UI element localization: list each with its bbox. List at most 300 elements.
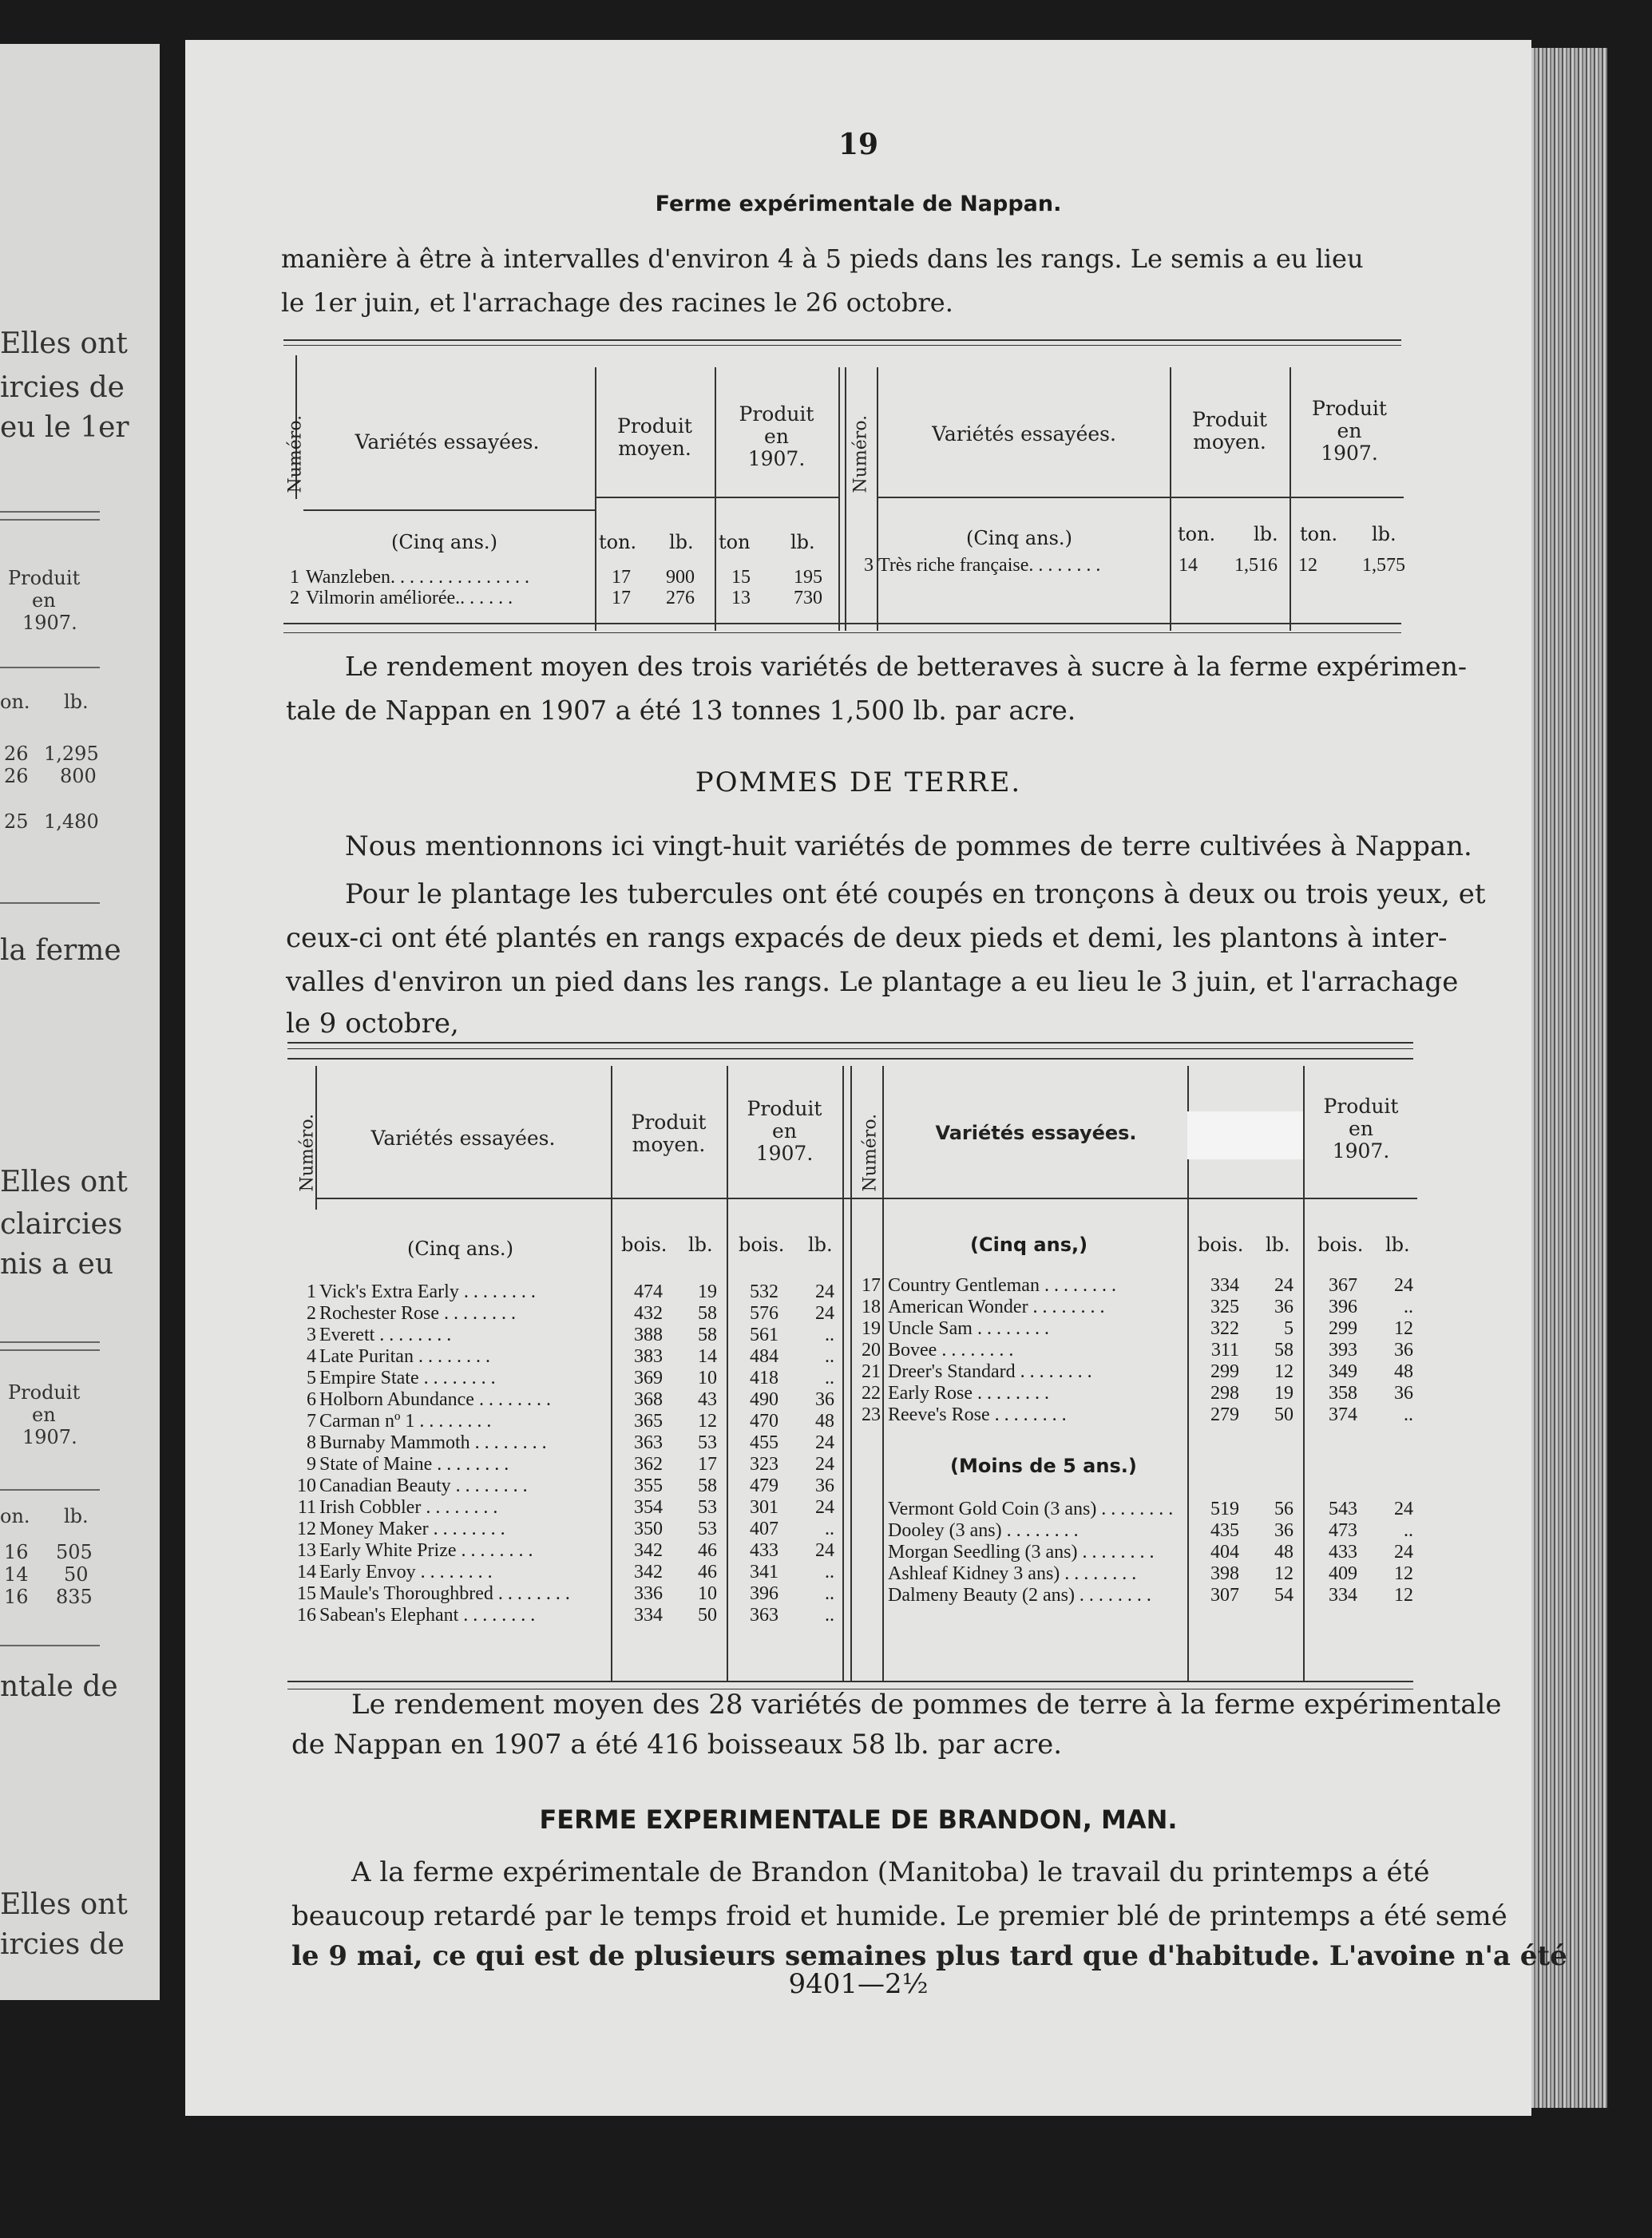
header-underline	[595, 497, 838, 498]
row-value: ..	[825, 1583, 834, 1604]
header-line: Produit	[1192, 408, 1267, 431]
header-line: en	[1349, 1117, 1373, 1140]
row-value: 17	[698, 1454, 717, 1475]
row-variety: Ashleaf Kidney 3 ans) . . . . . . . .	[888, 1563, 1137, 1584]
para-line: le 9 octobre,	[286, 1008, 459, 1040]
col-produit-moyen	[1170, 409, 1290, 454]
header-line: Produit	[1323, 1095, 1399, 1118]
left-line: nis a eu	[0, 1248, 114, 1281]
left-line: ntale de	[0, 1670, 118, 1703]
row-number: 3	[864, 555, 874, 576]
table-row	[0, 1542, 1652, 1561]
unit: lb.	[1266, 1234, 1290, 1256]
row-value: 398	[1210, 1563, 1239, 1584]
paper-smudge	[1187, 1111, 1303, 1159]
row-number: 2	[307, 1303, 316, 1324]
row-number: 22	[862, 1383, 881, 1404]
row-value: 435	[1210, 1520, 1239, 1541]
row-variety: Rochester Rose . . . . . . . .	[319, 1303, 516, 1324]
left-cell: 25	[4, 810, 29, 833]
table-row	[0, 1404, 1652, 1424]
row-value: 334	[1210, 1275, 1239, 1296]
row-number: 1	[307, 1281, 316, 1302]
left-rule	[0, 1645, 100, 1646]
col-varietes-label: Variétés essayées.	[935, 1122, 1137, 1144]
row-value: 12	[698, 1411, 717, 1432]
left-line: Elles ont	[0, 327, 128, 360]
row-value: 12	[1298, 555, 1317, 576]
left-unit: lb.	[64, 1505, 89, 1527]
row-value: 24	[1394, 1275, 1413, 1296]
row-value: 350	[634, 1519, 663, 1539]
row-value: 46	[698, 1540, 717, 1561]
header-line: 1907.	[1321, 442, 1378, 465]
row-value: 12	[1394, 1563, 1413, 1584]
para-line: Nous mentionnons ici vingt-huit variétés de pommes de terre cultivées à Nappan.	[345, 830, 1472, 862]
col-varietes-label: Variétés essayées.	[370, 1127, 556, 1150]
header-line: Produit	[1312, 397, 1387, 420]
row-value: 473	[1329, 1520, 1357, 1541]
row-variety: State of Maine . . . . . . . .	[319, 1454, 509, 1475]
unit: lb.	[688, 1234, 713, 1256]
row-value: 432	[634, 1303, 663, 1324]
row-value: 299	[1210, 1361, 1239, 1382]
para-line: Le rendement moyen des 28 variétés de pommes de terre à la ferme expérimentale	[351, 1689, 1502, 1721]
row-value: 36	[1274, 1520, 1293, 1541]
left-cell: 835	[56, 1586, 93, 1608]
row-value: 455	[750, 1432, 778, 1453]
row-value: 24	[1394, 1499, 1413, 1519]
row-value: 325	[1210, 1297, 1239, 1317]
para-line: A la ferme expérimentale de Brandon (Manitoba) le travail du printemps a été	[351, 1856, 1430, 1888]
row-value: 730	[794, 588, 822, 608]
col-produit-1907	[1290, 398, 1409, 465]
row-value: 24	[815, 1454, 834, 1475]
row-value: 54	[1274, 1585, 1293, 1606]
row-value: 311	[1210, 1340, 1239, 1361]
table-rule	[283, 632, 1401, 633]
para-line: valles d'environ un pied dans les rangs. Le plantage a eu lieu le 3 juin, et l'arrachage	[286, 966, 1459, 998]
row-value: 58	[1274, 1340, 1293, 1361]
row-value: 470	[750, 1411, 778, 1432]
table-row	[0, 1297, 1652, 1316]
row-value: 10	[698, 1583, 717, 1604]
row-variety: Très riche française. . . . . . . .	[878, 555, 1101, 576]
row-number: 2	[290, 588, 299, 608]
left-header: Produit	[8, 567, 81, 589]
row-value: 36	[1394, 1383, 1413, 1404]
row-value: ..	[1404, 1520, 1413, 1541]
para-line: tale de Nappan en 1907 a été 13 tonnes 1,500 lb. par acre.	[286, 695, 1076, 726]
row-value: 53	[698, 1497, 717, 1518]
row-value: 576	[750, 1303, 778, 1324]
row-value: 342	[634, 1540, 663, 1561]
row-value: 1,516	[1234, 555, 1278, 576]
left-rule	[0, 519, 100, 521]
table-row	[0, 1563, 1652, 1582]
unit: lb.	[808, 1234, 833, 1256]
row-variety: Maule's Thoroughbred . . . . . . . .	[319, 1583, 570, 1604]
left-cell: 800	[60, 765, 97, 787]
row-value: 17	[612, 588, 631, 608]
table-row	[0, 1454, 1652, 1473]
left-line: claircies	[0, 1208, 123, 1241]
para-line: Le rendement moyen des trois variétés de betteraves à sucre à la ferme expérimen-	[345, 651, 1467, 682]
row-value: ..	[1404, 1404, 1413, 1425]
unit: lb.	[1254, 523, 1278, 545]
col-produit-1907	[727, 1098, 842, 1165]
row-number: 17	[862, 1275, 881, 1296]
row-number: 20	[862, 1340, 881, 1361]
left-unit: on.	[0, 1505, 30, 1527]
left-unit: on.	[0, 691, 30, 713]
row-value: 19	[1274, 1383, 1293, 1404]
row-number: 12	[297, 1519, 316, 1539]
row-value: 369	[634, 1368, 663, 1388]
row-variety: Money Maker . . . . . . . .	[319, 1519, 505, 1539]
para-line: beaucoup retardé par le temps froid et humide. Le premier blé de printemps a été semé	[291, 1900, 1507, 1932]
row-variety: Vick's Extra Early . . . . . . . .	[319, 1281, 536, 1302]
row-value: 365	[634, 1411, 663, 1432]
header-line: moyen.	[632, 1133, 706, 1156]
row-variety: Vilmorin améliorée.. . . . . .	[306, 588, 513, 608]
unit: lb.	[669, 531, 694, 553]
row-value: 407	[750, 1519, 778, 1539]
row-value: 17	[612, 567, 631, 588]
col-produit-1907	[1303, 1095, 1419, 1163]
row-value: 341	[750, 1562, 778, 1582]
left-header: en	[32, 1404, 56, 1426]
row-value: 336	[634, 1583, 663, 1604]
header-line: en	[764, 425, 789, 448]
table-row	[0, 1383, 1652, 1402]
row-value: 334	[1329, 1585, 1357, 1606]
header-line: en	[772, 1119, 797, 1143]
row-value: 14	[1179, 555, 1198, 576]
para-line: de Nappan en 1907 a été 416 boisseaux 58 lb. par acre.	[291, 1729, 1063, 1761]
row-value: 393	[1329, 1340, 1357, 1361]
heading-nappan: Ferme expérimentale de Nappan.	[655, 192, 1062, 216]
row-value: 36	[1394, 1340, 1413, 1361]
table-rule	[287, 1681, 1413, 1682]
row-value: 12	[1274, 1563, 1293, 1584]
table-rule	[287, 1048, 1413, 1049]
left-header: 1907.	[22, 1426, 77, 1448]
row-number: 16	[297, 1605, 316, 1626]
row-value: 24	[815, 1497, 834, 1518]
table-row	[0, 555, 1652, 574]
row-value: 24	[815, 1303, 834, 1324]
row-value: 5	[1284, 1318, 1293, 1339]
row-value: 396	[1329, 1297, 1357, 1317]
row-number: 9	[307, 1454, 316, 1475]
row-value: 307	[1210, 1585, 1239, 1606]
row-value: 433	[1329, 1542, 1357, 1563]
row-variety: Vermont Gold Coin (3 ans) . . . . . . . .	[888, 1499, 1174, 1519]
row-variety: Carman nº 1 . . . . . . . .	[319, 1411, 492, 1432]
row-variety: Early Envoy . . . . . . . .	[319, 1562, 493, 1582]
row-value: 50	[698, 1605, 717, 1626]
row-number: 19	[862, 1318, 881, 1339]
row-value: 299	[1329, 1318, 1357, 1339]
row-variety: Burnaby Mammoth . . . . . . . .	[319, 1432, 547, 1453]
row-variety: Everett . . . . . . . .	[319, 1325, 452, 1345]
row-number: 1	[290, 567, 299, 588]
table-row	[0, 1499, 1652, 1518]
row-value: 19	[698, 1281, 717, 1302]
row-variety: Dreer's Standard . . . . . . . .	[888, 1361, 1092, 1382]
row-value: 12	[1394, 1585, 1413, 1606]
row-value: ..	[825, 1368, 834, 1388]
row-value: 48	[1394, 1361, 1413, 1382]
row-value: 1,575	[1362, 555, 1405, 576]
left-line: eu le 1er	[0, 411, 129, 444]
header-line: moyen.	[1193, 430, 1266, 454]
row-value: 323	[750, 1454, 778, 1475]
row-value: 50	[1274, 1404, 1293, 1425]
row-value: 396	[750, 1583, 778, 1604]
row-value: 561	[750, 1325, 778, 1345]
row-variety: Holborn Abundance . . . . . . . .	[319, 1389, 551, 1410]
row-number: 10	[297, 1475, 316, 1496]
row-value: 298	[1210, 1383, 1239, 1404]
left-cell: 1,295	[44, 743, 99, 765]
row-value: 12	[1274, 1361, 1293, 1382]
left-line: ircies de	[0, 371, 125, 404]
row-variety: Dalmeny Beauty (2 ans) . . . . . . . .	[888, 1585, 1151, 1606]
table-rule	[283, 345, 1401, 346]
unit: lb.	[1372, 523, 1396, 545]
col-numero-label: Numéro.	[860, 1113, 881, 1192]
heading-brandon: FERME EXPERIMENTALE DE BRANDON, MAN.	[539, 1804, 1178, 1835]
row-variety: Early White Prize . . . . . . . .	[319, 1540, 533, 1561]
para-line: le 1er juin, et l'arrachage des racines le 26 octobre.	[281, 287, 953, 318]
unit: bois.	[1317, 1234, 1364, 1256]
row-variety: Irish Cobbler . . . . . . . .	[319, 1497, 498, 1518]
row-value: 363	[634, 1432, 663, 1453]
row-value: 322	[1210, 1318, 1239, 1339]
table-row	[0, 1275, 1652, 1294]
row-value: 43	[698, 1389, 717, 1410]
col-produit-moyen	[611, 1111, 727, 1156]
table-row	[0, 1432, 1652, 1452]
subhead: (Cinq ans.)	[391, 531, 497, 553]
subhead: (Cinq ans.)	[407, 1238, 513, 1260]
left-cell: 50	[64, 1563, 89, 1586]
unit: ton.	[599, 531, 637, 553]
table-rule	[287, 1042, 1413, 1044]
left-line: Elles ont	[0, 1888, 128, 1921]
row-value: 58	[698, 1303, 717, 1324]
row-value: 479	[750, 1475, 778, 1496]
row-variety: Early Rose . . . . . . . .	[888, 1383, 1049, 1404]
left-rule	[0, 511, 100, 513]
row-value: 12	[1394, 1318, 1413, 1339]
row-value: 334	[634, 1605, 663, 1626]
row-number: 14	[297, 1562, 316, 1582]
row-value: 404	[1210, 1542, 1239, 1563]
header-line: 1907.	[1332, 1139, 1390, 1163]
left-header: Produit	[8, 1381, 81, 1404]
subhead: (Cinq ans,)	[970, 1234, 1088, 1256]
row-value: 24	[1274, 1275, 1293, 1296]
row-variety: Late Puritan . . . . . . . .	[319, 1346, 490, 1367]
subhead: (Moins de 5 ans.)	[950, 1455, 1137, 1477]
row-variety: Uncle Sam . . . . . . . .	[888, 1318, 1049, 1339]
row-number: 6	[307, 1389, 316, 1410]
row-value: 58	[698, 1325, 717, 1345]
row-value: 519	[1210, 1499, 1239, 1519]
row-value: 532	[750, 1281, 778, 1302]
table-rule	[287, 1058, 1413, 1060]
row-number: 5	[307, 1368, 316, 1388]
row-value: 36	[815, 1475, 834, 1496]
row-value: 363	[750, 1605, 778, 1626]
row-value: ..	[825, 1325, 834, 1345]
para-line: Pour le plantage les tubercules ont été coupés en tronçons à deux ou trois yeux, et	[345, 878, 1486, 910]
row-value: 36	[1274, 1297, 1293, 1317]
row-value: 358	[1329, 1383, 1357, 1404]
row-value: 53	[698, 1519, 717, 1539]
row-value: 388	[634, 1325, 663, 1345]
row-value: 58	[698, 1475, 717, 1496]
header-underline	[303, 509, 595, 511]
row-value: 279	[1210, 1404, 1239, 1425]
row-value: 195	[794, 567, 822, 588]
row-value: 374	[1329, 1404, 1357, 1425]
row-value: 362	[634, 1454, 663, 1475]
left-line: la ferme	[0, 934, 121, 967]
row-number: 7	[307, 1411, 316, 1432]
row-value: 15	[731, 567, 751, 588]
left-rule	[0, 667, 100, 668]
row-value: 354	[634, 1497, 663, 1518]
row-value: 36	[815, 1389, 834, 1410]
row-value: 349	[1329, 1361, 1357, 1382]
header-underline	[315, 1198, 1417, 1199]
row-number: 11	[297, 1497, 316, 1518]
row-value: 276	[666, 588, 695, 608]
table-row	[0, 1361, 1652, 1380]
row-value: 53	[698, 1432, 717, 1453]
row-value: 383	[634, 1346, 663, 1367]
table-row	[0, 1605, 1652, 1624]
row-variety: Empire State . . . . . . . .	[319, 1368, 496, 1388]
row-value: 484	[750, 1346, 778, 1367]
page-edge	[1531, 48, 1607, 2108]
table-rule	[283, 623, 1401, 624]
row-value: ..	[825, 1519, 834, 1539]
left-header: 1907.	[22, 612, 77, 634]
row-value: 301	[750, 1497, 778, 1518]
heading-potatoes: POMMES DE TERRE.	[695, 766, 1022, 798]
unit: lb.	[790, 531, 815, 553]
row-value: ..	[825, 1562, 834, 1582]
left-cell: 505	[56, 1541, 93, 1563]
row-value: 342	[634, 1562, 663, 1582]
row-number: 21	[862, 1361, 881, 1382]
unit: bois.	[1198, 1234, 1244, 1256]
row-number: 8	[307, 1432, 316, 1453]
row-value: 24	[815, 1540, 834, 1561]
row-value: 490	[750, 1389, 778, 1410]
row-value: 433	[750, 1540, 778, 1561]
col-produit-moyen	[595, 415, 715, 460]
table-row	[0, 1520, 1652, 1539]
row-value: 418	[750, 1368, 778, 1388]
subhead: (Cinq ans.)	[966, 527, 1072, 549]
row-variety: Morgan Seedling (3 ans) . . . . . . . .	[888, 1542, 1155, 1563]
row-variety: Sabean's Elephant . . . . . . . .	[319, 1605, 536, 1626]
para-line: le 9 mai, ce qui est de plusieurs semaines plus tard que d'habitude. L'avoine n'a été	[291, 1940, 1567, 1972]
col-varietes-label: Variétés essayées.	[355, 430, 540, 454]
row-value: 900	[666, 567, 695, 588]
left-cell: 14	[4, 1563, 29, 1586]
row-value: 24	[815, 1432, 834, 1453]
row-value: 56	[1274, 1499, 1293, 1519]
row-variety: Wanzleben. . . . . . . . . . . . . . .	[306, 567, 530, 588]
row-number: 3	[307, 1325, 316, 1345]
header-line: Produit	[739, 402, 814, 426]
row-value: 10	[698, 1368, 717, 1388]
unit: ton.	[1300, 523, 1338, 545]
left-cell: 26	[4, 765, 29, 787]
header-line: Produit	[617, 414, 692, 438]
row-variety: Reeve's Rose . . . . . . . .	[888, 1404, 1067, 1425]
row-value: 13	[731, 588, 751, 608]
left-cell: 26	[4, 743, 29, 765]
row-variety: Canadian Beauty . . . . . . . .	[319, 1475, 528, 1496]
footer-code: 9401—2½	[788, 1968, 929, 2000]
row-variety: Dooley (3 ans) . . . . . . . .	[888, 1520, 1079, 1541]
row-value: 367	[1329, 1275, 1357, 1296]
left-line: Elles ont	[0, 1166, 128, 1198]
col-varietes-label: Variétés essayées.	[932, 422, 1116, 446]
row-value: 474	[634, 1281, 663, 1302]
table-row	[0, 1585, 1652, 1604]
para-line: manière à être à intervalles d'environ 4 à 5 pieds dans les rangs. Le semis a eu lieu	[281, 244, 1364, 274]
header-line: 1907.	[755, 1142, 814, 1165]
row-value: 14	[698, 1346, 717, 1367]
row-value: 24	[815, 1281, 834, 1302]
row-number: 23	[862, 1404, 881, 1425]
col-numero-label: Numéro.	[297, 1113, 318, 1192]
table-row	[0, 1475, 1652, 1495]
page-number: 19	[838, 128, 879, 161]
row-value: 48	[815, 1411, 834, 1432]
header-line: en	[1337, 419, 1362, 442]
row-value: 46	[698, 1562, 717, 1582]
row-number: 15	[297, 1583, 316, 1604]
row-value: 368	[634, 1389, 663, 1410]
row-value: 355	[634, 1475, 663, 1496]
header-line: Produit	[631, 1111, 707, 1134]
left-cell: 16	[4, 1541, 29, 1563]
left-header: en	[32, 589, 56, 612]
row-value: 24	[1394, 1542, 1413, 1563]
table-row	[0, 1318, 1652, 1337]
col-produit-1907	[715, 403, 838, 470]
row-number: 4	[307, 1346, 316, 1367]
row-value: ..	[825, 1346, 834, 1367]
row-value: 543	[1329, 1499, 1357, 1519]
row-variety: Bovee . . . . . . . .	[888, 1340, 1014, 1361]
unit: bois.	[621, 1234, 668, 1256]
header-line: Produit	[747, 1097, 822, 1120]
left-rule	[0, 902, 100, 904]
row-number: 13	[297, 1540, 316, 1561]
header-line: 1907.	[747, 447, 806, 470]
